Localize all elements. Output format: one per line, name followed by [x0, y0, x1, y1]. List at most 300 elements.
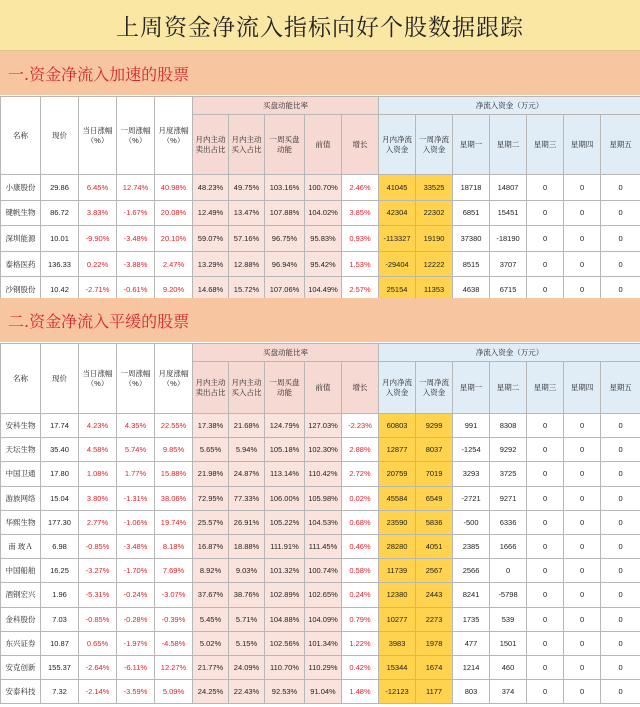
cell-week-buy: 96.75%: [265, 226, 305, 252]
cell-buy-ratio: 5.94%: [229, 438, 265, 462]
cell-prev: 104.49%: [305, 277, 342, 303]
cell-week-change: -6.11%: [117, 655, 155, 679]
cell-fri: 0: [601, 438, 640, 462]
cell-month-change: -4.58%: [155, 631, 193, 655]
table-accelerating: [0, 96, 640, 303]
cell-month-change: 38.06%: [155, 486, 193, 510]
cell-buy-ratio: 38.76%: [229, 583, 265, 607]
cell-name: 深圳能源: [1, 226, 41, 252]
cell-thu: 0: [564, 251, 601, 277]
cell-tue: 15451: [490, 200, 527, 226]
cell-sell-ratio: 59.07%: [193, 226, 229, 252]
group-net-flow: 净流入资金（万元）: [379, 344, 640, 362]
cell-month-flow: 41045: [379, 175, 416, 201]
cell-wed: 0: [527, 438, 564, 462]
cell-week-change: -1.70%: [117, 559, 155, 583]
cell-buy-ratio: 24.09%: [229, 655, 265, 679]
cell-fri: 0: [601, 462, 640, 486]
cell-week-change: -3.59%: [117, 680, 155, 704]
cell-week-buy: 101.32%: [265, 559, 305, 583]
cell-price: 35.40: [41, 438, 79, 462]
col-name: 名称: [1, 344, 41, 414]
cell-tue: 1501: [490, 631, 527, 655]
cell-month-flow: 15344: [379, 655, 416, 679]
cell-fri: 0: [601, 175, 640, 201]
cell-thu: 0: [564, 680, 601, 704]
cell-fri: 0: [601, 226, 640, 252]
col-month-flow: 月内净流入资金: [379, 362, 416, 414]
section-heading-accelerating: 一.资金净流入加速的股票: [0, 51, 640, 95]
col-week-flow: 一周净流入资金: [416, 362, 453, 414]
cell-growth: 0.02%: [342, 486, 379, 510]
cell-week-flow: 11353: [416, 277, 453, 303]
cell-thu: 0: [564, 486, 601, 510]
table-row: [1, 462, 640, 486]
cell-wed: 0: [527, 462, 564, 486]
cell-sell-ratio: 24.25%: [193, 680, 229, 704]
cell-buy-ratio: 9.03%: [229, 559, 265, 583]
cell-month-flow: -113327: [379, 226, 416, 252]
cell-name: 沙钢股份: [1, 277, 41, 303]
cell-fri: 0: [601, 680, 640, 704]
cell-week-buy: 104.88%: [265, 607, 305, 631]
cell-mon: 6851: [453, 200, 490, 226]
group-net-flow: 净流入资金（万元）: [379, 97, 640, 115]
cell-month-flow: 12380: [379, 583, 416, 607]
cell-month-change: 12.27%: [155, 655, 193, 679]
cell-buy-ratio: 77.33%: [229, 486, 265, 510]
cell-thu: 0: [564, 438, 601, 462]
cell-week-flow: 22302: [416, 200, 453, 226]
cell-fri: 0: [601, 559, 640, 583]
table-row: [1, 486, 640, 510]
cell-tue: -18190: [490, 226, 527, 252]
cell-week-change: -1.67%: [117, 200, 155, 226]
cell-thu: 0: [564, 462, 601, 486]
cell-price: 86.72: [41, 200, 79, 226]
cell-thu: 0: [564, 200, 601, 226]
cell-month-flow: 28280: [379, 534, 416, 558]
col-name: 名称: [1, 97, 41, 175]
cell-thu: 0: [564, 655, 601, 679]
cell-wed: 0: [527, 631, 564, 655]
cell-price: 155.37: [41, 655, 79, 679]
cell-day-change: -2.71%: [79, 277, 117, 303]
cell-mon: 37380: [453, 226, 490, 252]
cell-mon: -500: [453, 510, 490, 534]
cell-tue: 3707: [490, 251, 527, 277]
cell-thu: 0: [564, 534, 601, 558]
cell-month-flow: 12877: [379, 438, 416, 462]
cell-name: 中国卫通: [1, 462, 41, 486]
col-day: 当日涨幅（%）: [79, 97, 117, 175]
cell-day-change: -3.27%: [79, 559, 117, 583]
cell-mon: 991: [453, 414, 490, 438]
cell-tue: 460: [490, 655, 527, 679]
cell-mon: -1254: [453, 438, 490, 462]
cell-day-change: -2.14%: [79, 680, 117, 704]
cell-sell-ratio: 72.95%: [193, 486, 229, 510]
cell-month-change: 19.74%: [155, 510, 193, 534]
cell-name: 泰格医药: [1, 251, 41, 277]
cell-mon: 477: [453, 631, 490, 655]
cell-wed: 0: [527, 559, 564, 583]
cell-buy-ratio: 13.47%: [229, 200, 265, 226]
cell-mon: 2385: [453, 534, 490, 558]
cell-growth: 0.79%: [342, 607, 379, 631]
table-row: [1, 251, 640, 277]
cell-name: 游族网络: [1, 486, 41, 510]
cell-price: 16.25: [41, 559, 79, 583]
cell-buy-ratio: 26.91%: [229, 510, 265, 534]
cell-fri: 0: [601, 534, 640, 558]
cell-fri: 0: [601, 583, 640, 607]
table-row: [1, 510, 640, 534]
cell-price: 136.33: [41, 251, 79, 277]
col-sell-ratio: 月内主动卖出占比: [193, 362, 229, 414]
cell-month-flow: 23590: [379, 510, 416, 534]
cell-week-change: -0.61%: [117, 277, 155, 303]
cell-wed: 0: [527, 534, 564, 558]
cell-sell-ratio: 14.68%: [193, 277, 229, 303]
cell-day-change: 3.80%: [79, 486, 117, 510]
cell-month-change: 20.10%: [155, 226, 193, 252]
cell-month-change: -0.39%: [155, 607, 193, 631]
group-buy-ratio: 买盘动能比率: [193, 97, 379, 115]
cell-week-flow: 5836: [416, 510, 453, 534]
cell-week-flow: 8037: [416, 438, 453, 462]
cell-week-flow: 33525: [416, 175, 453, 201]
cell-week-change: 4.35%: [117, 414, 155, 438]
cell-week-flow: 12222: [416, 251, 453, 277]
cell-week-buy: 113.14%: [265, 462, 305, 486]
cell-name: 天坛生物: [1, 438, 41, 462]
cell-day-change: -2.64%: [79, 655, 117, 679]
col-month-flow: 月内净流入资金: [379, 115, 416, 175]
cell-growth: 0.68%: [342, 510, 379, 534]
table-row: [1, 631, 640, 655]
cell-month-flow: 20759: [379, 462, 416, 486]
col-mon: 星期一: [453, 362, 490, 414]
cell-week-flow: 7019: [416, 462, 453, 486]
cell-growth: 0.24%: [342, 583, 379, 607]
cell-sell-ratio: 16.87%: [193, 534, 229, 558]
cell-mon: 1214: [453, 655, 490, 679]
cell-wed: 0: [527, 226, 564, 252]
col-week: 一周涨幅（%）: [117, 344, 155, 414]
cell-week-flow: 9299: [416, 414, 453, 438]
cell-month-flow: 11739: [379, 559, 416, 583]
cell-price: 17.74: [41, 414, 79, 438]
cell-week-buy: 105.18%: [265, 438, 305, 462]
cell-fri: 0: [601, 414, 640, 438]
cell-week-change: -3.48%: [117, 534, 155, 558]
cell-thu: 0: [564, 510, 601, 534]
cell-price: 10.01: [41, 226, 79, 252]
cell-growth: 2.88%: [342, 438, 379, 462]
cell-tue: 0: [490, 559, 527, 583]
cell-mon: -2721: [453, 486, 490, 510]
cell-thu: 0: [564, 607, 601, 631]
cell-mon: 8515: [453, 251, 490, 277]
cell-name: 安泰科技: [1, 680, 41, 704]
col-growth: 增长: [342, 362, 379, 414]
cell-buy-ratio: 5.15%: [229, 631, 265, 655]
table-row: [1, 655, 640, 679]
cell-tue: 374: [490, 680, 527, 704]
col-week-flow: 一周净流入资金: [416, 115, 453, 175]
cell-week-buy: 103.16%: [265, 175, 305, 201]
table-row: [1, 175, 640, 201]
cell-fri: 0: [601, 631, 640, 655]
cell-wed: 0: [527, 510, 564, 534]
cell-prev: 102.65%: [305, 583, 342, 607]
cell-week-buy: 111.91%: [265, 534, 305, 558]
cell-week-buy: 124.79%: [265, 414, 305, 438]
cell-price: 177.30: [41, 510, 79, 534]
cell-buy-ratio: 15.72%: [229, 277, 265, 303]
cell-day-change: 1.08%: [79, 462, 117, 486]
cell-prev: 104.02%: [305, 200, 342, 226]
col-buy-ratio: 月内主动买入占比: [229, 115, 265, 175]
cell-sell-ratio: 25.57%: [193, 510, 229, 534]
cell-month-change: 8.18%: [155, 534, 193, 558]
col-wed: 星期三: [527, 115, 564, 175]
cell-month-change: 15.88%: [155, 462, 193, 486]
cell-sell-ratio: 5.45%: [193, 607, 229, 631]
cell-thu: 0: [564, 631, 601, 655]
cell-week-flow: 6549: [416, 486, 453, 510]
cell-month-flow: -12123: [379, 680, 416, 704]
cell-growth: 0.46%: [342, 534, 379, 558]
cell-wed: 0: [527, 486, 564, 510]
cell-sell-ratio: 5.02%: [193, 631, 229, 655]
cell-day-change: 6.45%: [79, 175, 117, 201]
cell-growth: 1.48%: [342, 680, 379, 704]
col-price: 现价: [41, 97, 79, 175]
cell-price: 15.04: [41, 486, 79, 510]
cell-name: 南 玻Ａ: [1, 534, 41, 558]
cell-week-change: 1.77%: [117, 462, 155, 486]
cell-name: 东兴证券: [1, 631, 41, 655]
cell-growth: 0.93%: [342, 226, 379, 252]
cell-tue: 9292: [490, 438, 527, 462]
table-steady-body: [1, 414, 640, 704]
col-buy-ratio: 月内主动买入占比: [229, 362, 265, 414]
cell-buy-ratio: 22.43%: [229, 680, 265, 704]
cell-day-change: -5.31%: [79, 583, 117, 607]
cell-week-change: -1.31%: [117, 486, 155, 510]
cell-tue: 8308: [490, 414, 527, 438]
cell-prev: 102.30%: [305, 438, 342, 462]
cell-fri: 0: [601, 251, 640, 277]
cell-name: 安克创新: [1, 655, 41, 679]
cell-thu: 0: [564, 226, 601, 252]
col-tue: 星期二: [490, 115, 527, 175]
cell-tue: 539: [490, 607, 527, 631]
cell-day-change: 4.23%: [79, 414, 117, 438]
table-row: [1, 534, 640, 558]
cell-wed: 0: [527, 200, 564, 226]
cell-growth: 3.85%: [342, 200, 379, 226]
cell-week-change: -1.97%: [117, 631, 155, 655]
cell-week-buy: 107.06%: [265, 277, 305, 303]
cell-week-buy: 110.70%: [265, 655, 305, 679]
col-week-buy: 一周买盘动能: [265, 115, 305, 175]
cell-week-change: -0.24%: [117, 583, 155, 607]
cell-sell-ratio: 21.77%: [193, 655, 229, 679]
col-week: 一周涨幅（%）: [117, 97, 155, 175]
cell-month-change: 7.69%: [155, 559, 193, 583]
cell-day-change: 4.58%: [79, 438, 117, 462]
cell-month-change: 9.85%: [155, 438, 193, 462]
cell-name: 酒钢宏兴: [1, 583, 41, 607]
cell-prev: 110.29%: [305, 655, 342, 679]
cell-growth: 1.22%: [342, 631, 379, 655]
cell-sell-ratio: 12.49%: [193, 200, 229, 226]
table-row: [1, 438, 640, 462]
cell-mon: 8241: [453, 583, 490, 607]
cell-prev: 91.04%: [305, 680, 342, 704]
cell-sell-ratio: 13.29%: [193, 251, 229, 277]
cell-price: 17.80: [41, 462, 79, 486]
cell-month-flow: 25154: [379, 277, 416, 303]
cell-week-flow: 2273: [416, 607, 453, 631]
table-row: [1, 414, 640, 438]
cell-prev: 95.83%: [305, 226, 342, 252]
cell-month-change: 5.09%: [155, 680, 193, 704]
cell-week-buy: 102.89%: [265, 583, 305, 607]
cell-thu: 0: [564, 559, 601, 583]
cell-price: 29.86: [41, 175, 79, 201]
cell-thu: 0: [564, 277, 601, 303]
cell-month-flow: 10277: [379, 607, 416, 631]
col-tue: 星期二: [490, 362, 527, 414]
cell-name: 金科股份: [1, 607, 41, 631]
table-steady: [0, 343, 640, 704]
cell-fri: 0: [601, 607, 640, 631]
cell-week-flow: 1177: [416, 680, 453, 704]
cell-week-buy: 106.00%: [265, 486, 305, 510]
cell-prev: 101.34%: [305, 631, 342, 655]
col-mon: 星期一: [453, 115, 490, 175]
cell-day-change: 2.77%: [79, 510, 117, 534]
cell-week-buy: 96.94%: [265, 251, 305, 277]
cell-week-flow: 19190: [416, 226, 453, 252]
cell-wed: 0: [527, 607, 564, 631]
col-fri: 星期五: [601, 115, 640, 175]
section-heading-steady: 二.资金净流入平缓的股票: [0, 298, 640, 342]
table-row: [1, 680, 640, 704]
cell-sell-ratio: 5.65%: [193, 438, 229, 462]
cell-day-change: 3.83%: [79, 200, 117, 226]
table-row: [1, 607, 640, 631]
col-prev: 前值: [305, 115, 342, 175]
table-row: [1, 226, 640, 252]
cell-prev: 100.70%: [305, 175, 342, 201]
cell-month-change: 20.08%: [155, 200, 193, 226]
cell-buy-ratio: 5.71%: [229, 607, 265, 631]
cell-wed: 0: [527, 583, 564, 607]
cell-tue: -5798: [490, 583, 527, 607]
cell-buy-ratio: 49.75%: [229, 175, 265, 201]
cell-prev: 100.74%: [305, 559, 342, 583]
cell-price: 1.96: [41, 583, 79, 607]
cell-month-change: 2.47%: [155, 251, 193, 277]
cell-wed: 0: [527, 414, 564, 438]
table-accelerating-body: [1, 175, 640, 303]
cell-mon: 18718: [453, 175, 490, 201]
cell-sell-ratio: 17.38%: [193, 414, 229, 438]
cell-mon: 3293: [453, 462, 490, 486]
cell-week-flow: 4051: [416, 534, 453, 558]
cell-week-buy: 92.53%: [265, 680, 305, 704]
cell-wed: 0: [527, 175, 564, 201]
cell-week-change: -1.06%: [117, 510, 155, 534]
cell-prev: 105.98%: [305, 486, 342, 510]
cell-day-change: 0.65%: [79, 631, 117, 655]
cell-month-flow: -29404: [379, 251, 416, 277]
cell-buy-ratio: 18.88%: [229, 534, 265, 558]
col-fri: 星期五: [601, 362, 640, 414]
cell-mon: 1735: [453, 607, 490, 631]
cell-fri: 0: [601, 510, 640, 534]
table-row: [1, 559, 640, 583]
cell-prev: 127.03%: [305, 414, 342, 438]
cell-prev: 104.09%: [305, 607, 342, 631]
cell-thu: 0: [564, 175, 601, 201]
cell-tue: 3725: [490, 462, 527, 486]
cell-name: 小康股份: [1, 175, 41, 201]
cell-wed: 0: [527, 680, 564, 704]
cell-week-change: -3.48%: [117, 226, 155, 252]
cell-month-flow: 60803: [379, 414, 416, 438]
cell-week-flow: 1674: [416, 655, 453, 679]
cell-growth: 0.58%: [342, 559, 379, 583]
cell-fri: 0: [601, 277, 640, 303]
cell-month-change: 9.20%: [155, 277, 193, 303]
cell-month-flow: 42304: [379, 200, 416, 226]
cell-week-flow: 1978: [416, 631, 453, 655]
cell-tue: 6336: [490, 510, 527, 534]
cell-month-change: 40.98%: [155, 175, 193, 201]
cell-tue: 14807: [490, 175, 527, 201]
cell-prev: 95.42%: [305, 251, 342, 277]
col-sell-ratio: 月内主动卖出占比: [193, 115, 229, 175]
cell-tue: 6715: [490, 277, 527, 303]
cell-name: 华熙生物: [1, 510, 41, 534]
col-wed: 星期三: [527, 362, 564, 414]
cell-growth: 2.46%: [342, 175, 379, 201]
cell-tue: 9271: [490, 486, 527, 510]
cell-mon: 4638: [453, 277, 490, 303]
cell-day-change: 0.22%: [79, 251, 117, 277]
cell-month-flow: 45584: [379, 486, 416, 510]
cell-month-change: 22.55%: [155, 414, 193, 438]
cell-growth: 1.53%: [342, 251, 379, 277]
col-thu: 星期四: [564, 115, 601, 175]
col-thu: 星期四: [564, 362, 601, 414]
cell-fri: 0: [601, 200, 640, 226]
page-title: 上周资金净流入指标向好个股数据跟踪: [0, 0, 640, 51]
cell-price: 7.32: [41, 680, 79, 704]
cell-price: 10.42: [41, 277, 79, 303]
cell-fri: 0: [601, 655, 640, 679]
cell-week-change: 12.74%: [117, 175, 155, 201]
cell-mon: 2566: [453, 559, 490, 583]
cell-thu: 0: [564, 583, 601, 607]
cell-prev: 111.45%: [305, 534, 342, 558]
